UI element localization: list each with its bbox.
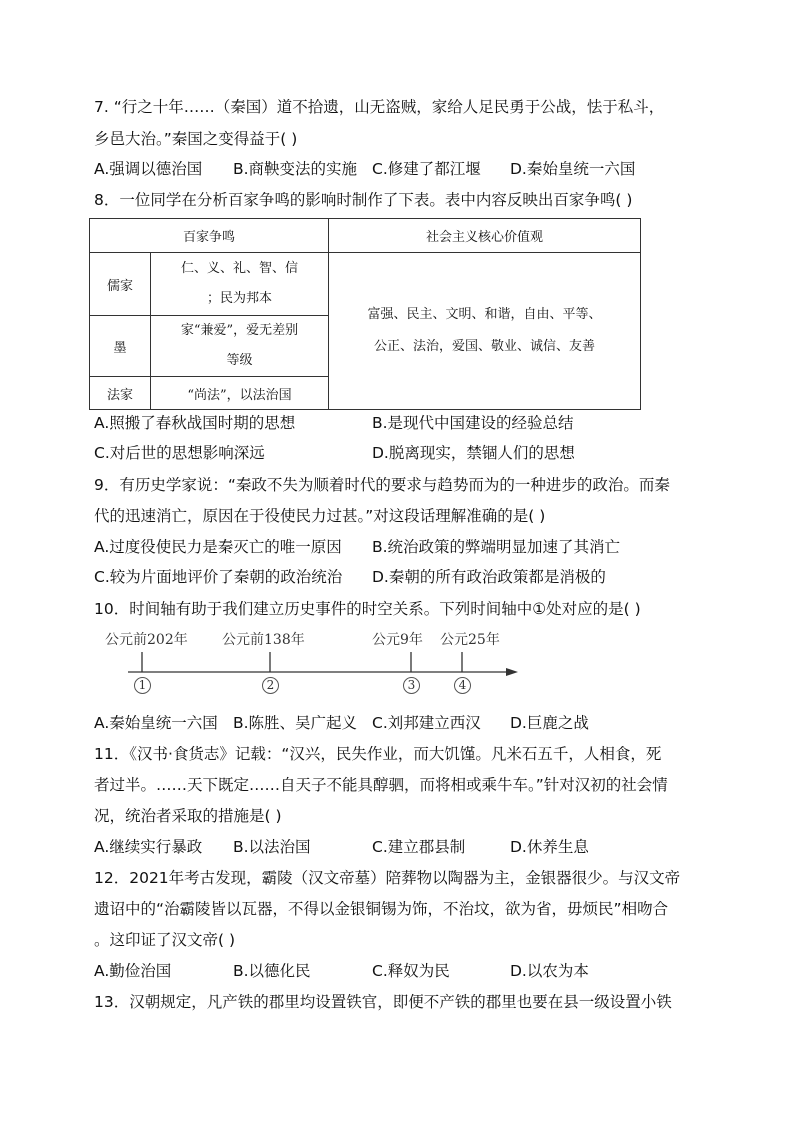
q11-stem-line1: 11．《汉书·食货志》记载：“汉兴，民失作业，而大饥馑。凡米石五千，人相食，死 — [94, 745, 662, 763]
q8-stem-line1: 8．一位同学在分析百家争鸣的影响时制作了下表。表中内容反映出百家争鸣( ) — [94, 191, 633, 209]
q12-option-c: C.释奴为民 — [372, 962, 450, 980]
q9-stem-line1: 9．有历史学家说：“秦政不失为顺着时代的要求与趋势而为的一种进步的政治。而秦 — [94, 476, 670, 494]
timeline-label: 公元9年 — [372, 632, 423, 648]
q12-option-b: B.以德化民 — [233, 962, 311, 980]
q11-option-a: A.继续实行暴政 — [94, 838, 203, 856]
q12-stem-line1: 12．2021年考古发现，霸陵（汉文帝墓）陪葬物以陶器为主，金银器很少。与汉文帝 — [94, 869, 681, 887]
timeline-label: 公元前202年 — [105, 632, 188, 648]
q10-option-d: D.巨鹿之战 — [510, 714, 589, 732]
comparison-table — [89, 218, 641, 410]
q8-option-c: C.对后世的思想影响深远 — [94, 444, 265, 462]
q9-option-d: D.秦朝的所有政治政策都是消极的 — [372, 568, 606, 586]
q11-option-b: B.以法治国 — [233, 838, 311, 856]
q9-stem-line2: 代的迅速消亡，原因在于役使民力过甚。”对这段话理解准确的是( ) — [94, 507, 546, 525]
table-row — [90, 253, 641, 316]
q11-option-d: D.休养生息 — [510, 838, 589, 856]
timeline-marker-3: 3 — [403, 677, 420, 694]
q9-option-b: B.统治政策的弊端明显加速了其消亡 — [372, 538, 621, 556]
q12-stem-line2: 遗诏中的“治霸陵皆以瓦器，不得以金银铜锡为饰，不治坟，欲为省，毋烦民”相吻合 — [94, 900, 669, 918]
table-school-cell: 儒家 — [90, 253, 151, 316]
table-content-line: ；民为邦本 — [206, 291, 272, 306]
q12-option-d: D.以农为本 — [510, 962, 589, 980]
q11-option-c: C.建立郡县制 — [372, 838, 466, 856]
table-content-cell: “尚法”，以法治国 — [151, 377, 329, 410]
timeline-marker-1: 1 — [134, 677, 151, 694]
q10-option-a: A.秦始皇统一六国 — [94, 714, 218, 732]
q10-option-b: B.陈胜、吴广起义 — [233, 714, 358, 732]
q7-stem-line2: 乡邑大治。”秦国之变得益于( ) — [94, 130, 298, 148]
table-content-cell — [151, 253, 329, 316]
q11-stem-line2: 者过半。……天下既定……自天子不能具醇驷，而将相或乘牛车。”针对汉初的社会情 — [94, 776, 668, 794]
table-values-line: 公正、法治，爱国、敬业、诚信、友善 — [373, 339, 595, 354]
q9-option-a: A.过度役使民力是秦灭亡的唯一原因 — [94, 538, 342, 556]
table-values-line: 富强、民主、文明、和谐，自由、平等、 — [367, 307, 602, 322]
table-content-cell — [151, 316, 329, 377]
timeline-label: 公元前138年 — [222, 632, 305, 648]
q9-option-c: C.较为片面地评价了秦朝的政治统治 — [94, 568, 343, 586]
timeline-label: 公元25年 — [440, 632, 500, 648]
q7-option-b: B.商鞅变法的实施 — [233, 160, 358, 178]
q12-option-a: A.勤俭治国 — [94, 962, 172, 980]
table-school-cell: 墨 — [90, 316, 151, 377]
q8-option-a: A.照搬了春秋战国时期的思想 — [94, 414, 296, 432]
timeline-marker-2: 2 — [262, 677, 279, 694]
timeline — [95, 625, 525, 700]
q12-stem-line3: 。这印证了汉文帝( ) — [94, 931, 236, 949]
q11-stem-line3: 况，统治者采取的措施是( ) — [94, 807, 282, 825]
table-header-left: 百家争鸣 — [90, 219, 329, 253]
q7-option-a: A.强调以德治国 — [94, 160, 203, 178]
q10-option-c: C.刘邦建立西汉 — [372, 714, 481, 732]
q10-stem-line1: 10．时间轴有助于我们建立历史事件的时空关系。下列时间轴中①处对应的是( ) — [94, 600, 641, 618]
table-content-line: 等级 — [226, 353, 253, 368]
q7-stem-line1: 7. “行之十年……（秦国）道不拾遗，山无盗贼，家给人足民勇于公战，怯于私斗， — [94, 98, 665, 116]
q8-option-b: B.是现代中国建设的经验总结 — [372, 414, 574, 432]
table-school-cell: 法家 — [90, 377, 151, 410]
q8-option-d: D.脱离现实，禁锢人们的思想 — [372, 444, 575, 462]
q7-option-d: D.秦始皇统一六国 — [510, 160, 636, 178]
timeline-marker-4: 4 — [454, 677, 471, 694]
table-header-right: 社会主义核心价值观 — [329, 219, 641, 253]
table-content-line: 仁、义、礼、智、信 — [180, 261, 298, 276]
q13-stem-line1: 13．汉朝规定，凡产铁的郡里均设置铁官，即便不产铁的郡里也要在县一级设置小铁 — [94, 993, 672, 1011]
table-content-line: 家“兼爱”，爱无差别 — [180, 323, 299, 338]
table-values-cell — [329, 253, 641, 410]
q7-option-c: C.修建了都江堰 — [372, 160, 481, 178]
